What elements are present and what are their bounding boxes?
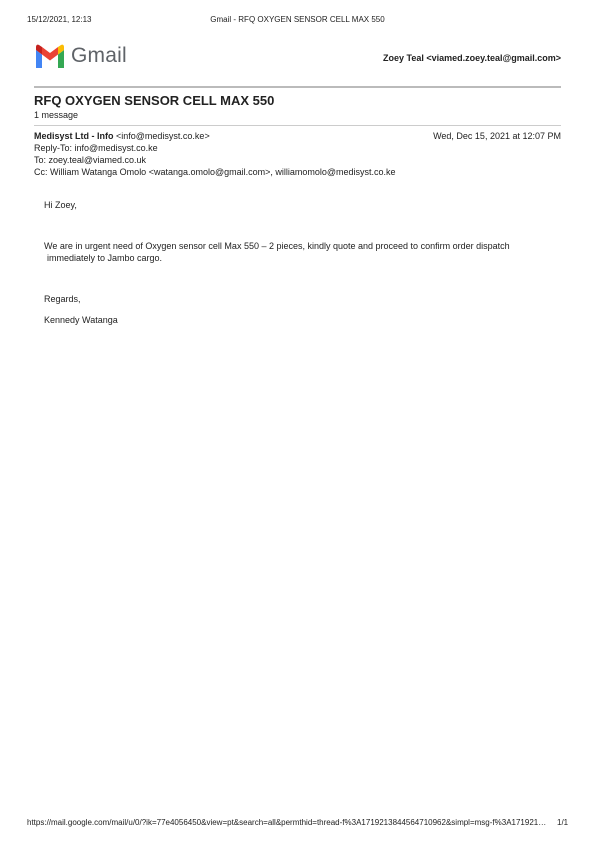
message-count: 1 message	[34, 110, 79, 120]
reply-to: Reply-To: info@medisyst.co.ke	[34, 143, 158, 153]
print-datetime: 15/12/2021, 12:13	[27, 15, 92, 24]
cc-recipients: Cc: William Watanga Omolo <watanga.omolo@gmail.com>, williamomolo@medisyst.co.ke	[34, 167, 396, 177]
print-url: https://mail.google.com/mail/u/0/?ik=77e4056450&view=pt&search=all&permthid=thread-f%3A1719213844564710962&simpl=msg-f%3A171921…	[27, 818, 547, 827]
message-date: Wed, Dec 15, 2021 at 12:07 PM	[433, 131, 561, 141]
body-signature: Kennedy Watanga	[44, 315, 118, 325]
gmail-wordmark: Gmail	[71, 44, 127, 67]
to-recipients: To: zoey.teal@viamed.co.uk	[34, 155, 147, 165]
body-closing: Regards,	[44, 294, 81, 304]
account-label: Zoey Teal <viamed.zoey.teal@gmail.com>	[382, 53, 561, 63]
body-paragraph-line-1: We are in urgent need of Oxygen sensor cell Max 550 – 2 pieces, kindly quote and proceed to confirm order dispatch	[44, 241, 510, 251]
sender-name: Medisyst Ltd - Info	[34, 131, 114, 141]
body-greeting: Hi Zoey,	[44, 200, 77, 210]
gmail-logo-icon	[34, 44, 66, 70]
body-paragraph-line-2: immediately to Jambo cargo.	[47, 253, 163, 263]
print-page-number: 1/1	[557, 818, 569, 827]
header-divider	[34, 86, 561, 88]
sender-email: <info@medisyst.co.ke>	[116, 131, 210, 141]
print-page-title: Gmail - RFQ OXYGEN SENSOR CELL MAX 550	[210, 15, 385, 24]
message-divider	[34, 125, 561, 126]
thread-subject: RFQ OXYGEN SENSOR CELL MAX 550	[34, 93, 275, 108]
message-from	[34, 131, 210, 141]
